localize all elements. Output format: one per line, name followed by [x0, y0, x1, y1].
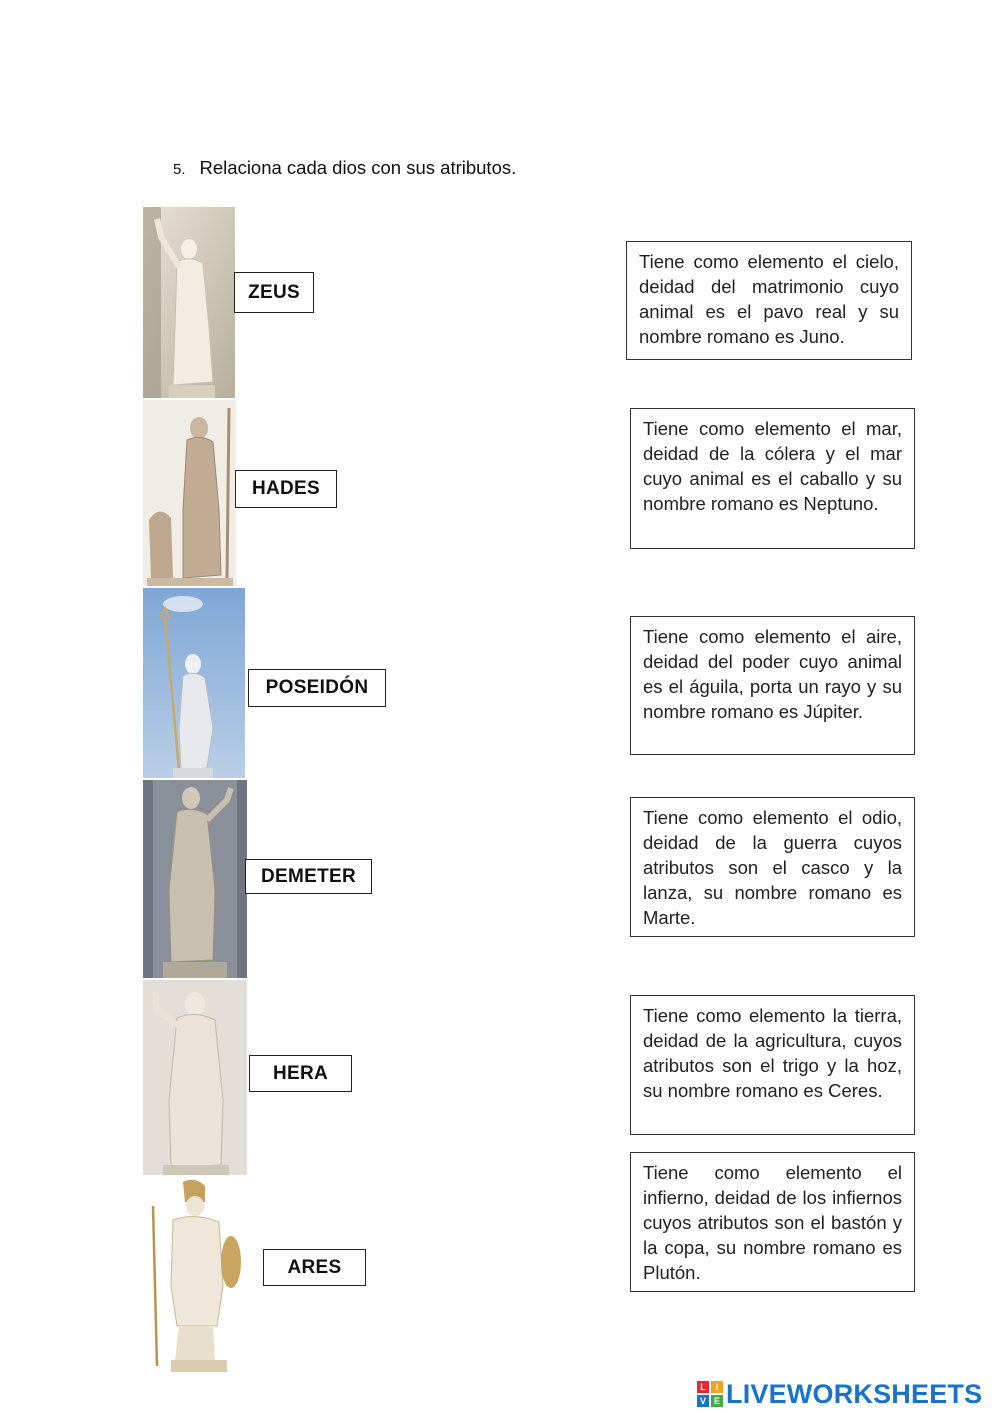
attribute-box-5[interactable]	[630, 995, 915, 1135]
logo-letter: E	[711, 1395, 723, 1407]
god-name-box-hades[interactable]	[235, 470, 337, 508]
logo-letter: I	[711, 1381, 723, 1393]
demeter-statue-image	[143, 780, 247, 978]
attribute-text: Tiene como elemento el infierno, deidad de los infiernos cuyos atributos son el bastón y la copa, su nombre romano es Plutón.	[643, 1162, 902, 1283]
god-name-box-hera[interactable]	[249, 1055, 352, 1092]
liveworksheets-logo	[697, 1377, 982, 1411]
attribute-text: Tiene como elemento la tierra, deidad de la agricultura, cuyos atributos son el trigo y la hoz, su nombre romano es Ceres.	[643, 1005, 902, 1101]
god-name: ZEUS	[248, 281, 300, 303]
god-name: POSEIDÓN	[265, 677, 369, 698]
logo-mark-icon	[697, 1381, 723, 1407]
attribute-text: Tiene como elemento el odio, deidad de la guerra cuyos atributos son el casco y la lanza, su nombre romano es Marte.	[643, 807, 902, 928]
attribute-box-3[interactable]	[630, 616, 915, 755]
attribute-text: Tiene como elemento el cielo, deidad del matrimonio cuyo animal es el pavo real y su nombre romano es Juno.	[639, 251, 899, 347]
god-name-box-poseidon[interactable]	[248, 669, 386, 707]
attribute-text: Tiene como elemento el aire, deidad del poder cuyo animal es el águila, porta un rayo y su nombre romano es Júpiter.	[643, 626, 902, 722]
hades-statue-image	[143, 400, 236, 586]
god-name-box-demeter[interactable]	[245, 859, 372, 894]
poseidon-statue-image	[143, 588, 245, 778]
god-name: HERA	[272, 1062, 329, 1084]
logo-letter: V	[697, 1395, 709, 1407]
god-name-box-ares[interactable]	[263, 1249, 366, 1286]
god-name: DEMETER	[261, 865, 356, 887]
attribute-box-4[interactable]	[630, 797, 915, 937]
attribute-box-1[interactable]	[626, 241, 912, 360]
question-number: 5.	[173, 161, 186, 178]
god-name: ARES	[287, 1256, 342, 1278]
instruction-text: Relaciona cada dios con sus atributos.	[199, 157, 517, 178]
hera-statue-image	[143, 980, 247, 1175]
logo-text: LIVEWORKSHEETS	[726, 1378, 983, 1409]
zeus-statue-image	[143, 207, 235, 398]
god-name: HADES	[251, 478, 320, 499]
ares-statue-image	[143, 1176, 247, 1374]
logo-letter: L	[697, 1381, 709, 1393]
attribute-box-6[interactable]	[630, 1152, 915, 1292]
attribute-text: Tiene como elemento el mar, deidad de la cólera y el mar cuyo animal es el caballo y su nombre romano es Neptuno.	[643, 418, 902, 514]
instruction	[173, 157, 516, 179]
attribute-box-2[interactable]	[630, 408, 915, 549]
god-name-box-zeus[interactable]	[234, 272, 314, 313]
